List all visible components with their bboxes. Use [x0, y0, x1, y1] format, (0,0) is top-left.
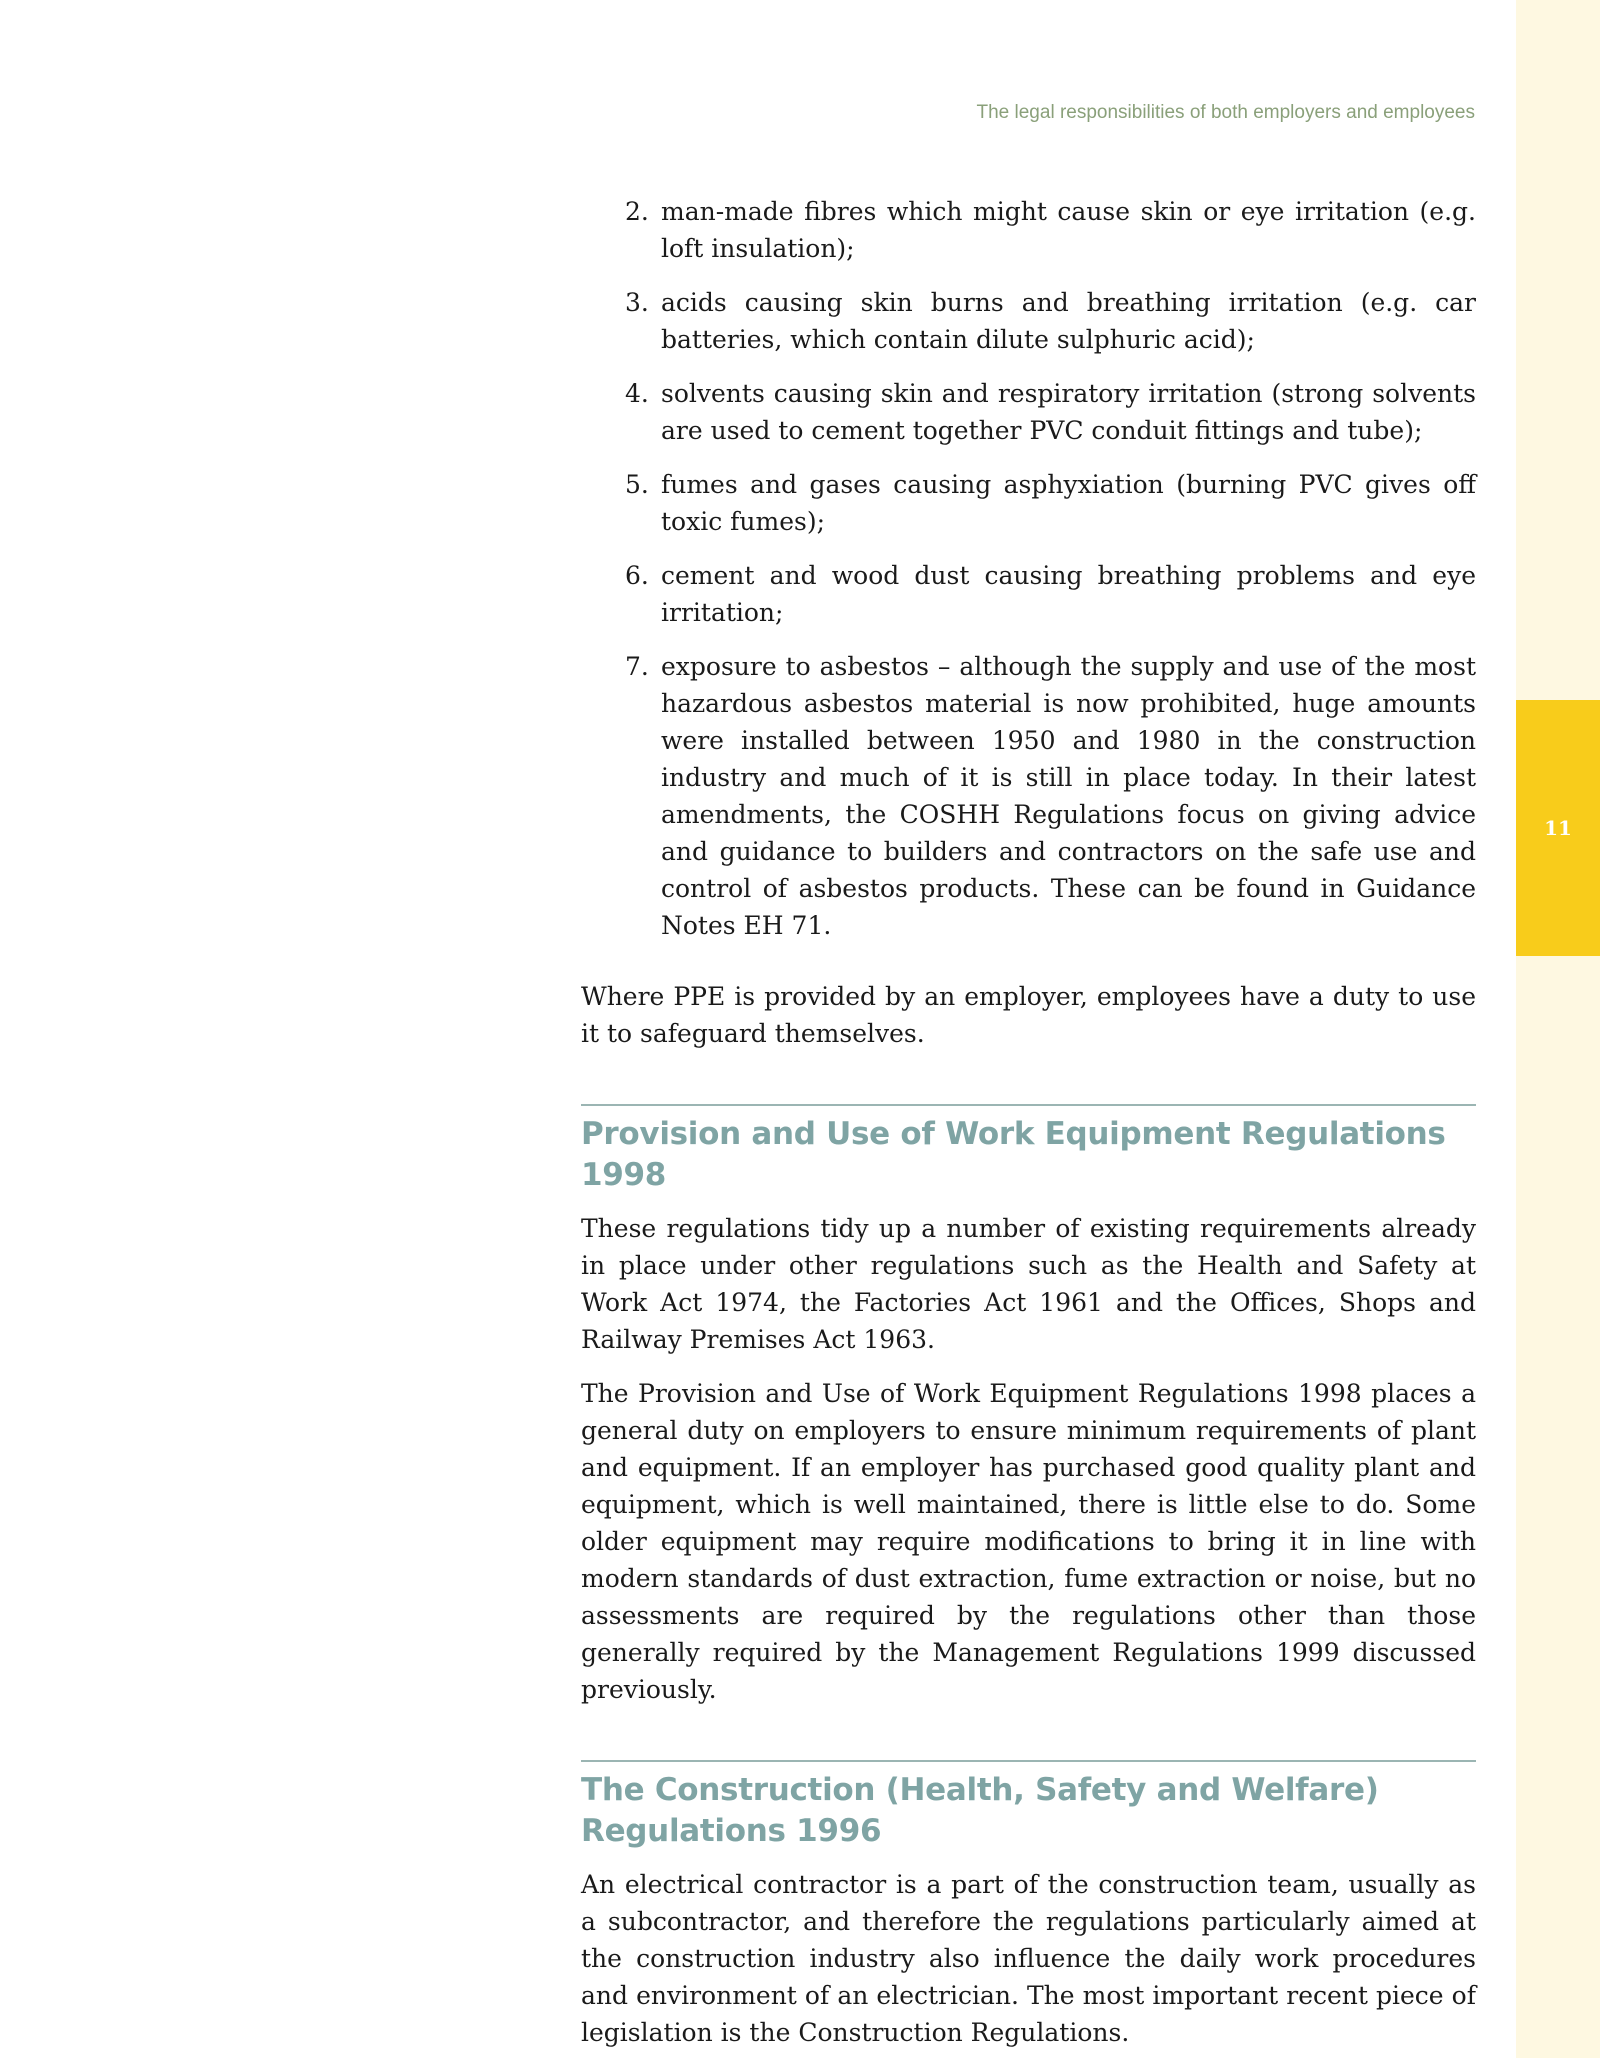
list-item: [581, 375, 1476, 449]
list-item: [581, 557, 1476, 631]
side-margin-strip: [1516, 0, 1600, 2058]
list-item-text: solvents causing skin and respiratory irritation (strong solvents are used to cement together PVC conduit fittings and tube);: [661, 379, 1476, 445]
ppe-paragraph: Where PPE is provided by an employer, employees have a duty to use it to safeguard themselves.: [581, 982, 1476, 1048]
body-paragraph: An electrical contractor is a part of the construction team, usually as a subcontractor, and therefore the regulations particularly aimed at the construction industry also influence the daily work procedures and environment of an electrician. The most important recent piece of legislation is the Construction Regulations.: [581, 1870, 1476, 2047]
list-item: [581, 193, 1476, 267]
list-item: [581, 648, 1476, 944]
hazard-list: [581, 193, 1476, 944]
list-item-number: 7.: [625, 652, 649, 681]
list-item-text: man-made fibres which might cause skin or eye irritation (e.g. loft insulation);: [661, 197, 1476, 263]
list-item-text: exposure to asbestos – although the supply and use of the most hazardous asbestos material is now prohibited, huge amounts were installed between 1950 and 1980 in the construction industry and much of it is still in place today. In their latest amendments, the COSHH Regulations focus on giving advice and guidance to builders and contractors on the safe use and control of asbestos products. These can be found in Guidance Notes EH 71.: [661, 652, 1476, 940]
body-paragraph: The Provision and Use of Work Equipment Regulations 1998 places a general duty on employers to ensure minimum requirements of plant and equipment. If an employer has purchased good quality plant and equipment, which is well maintained, there is little else to do. Some older equipment may require modifications to bring it in line with modern standards of dust extraction, fume extraction or noise, but no assessments are required by the regulations other than those generally required by the Management Regulations 1999 discussed previously.: [581, 1379, 1476, 1704]
section-heading-puwer: Provision and Use of Work Equipment Regulations 1998: [581, 1116, 1446, 1193]
list-item-number: 4.: [625, 379, 649, 408]
list-item-number: 2.: [625, 197, 649, 226]
chapter-tab: [1516, 700, 1600, 956]
list-item-text: acids causing skin burns and breathing irritation (e.g. car batteries, which contain dilute sulphuric acid);: [661, 288, 1476, 354]
body-paragraph: These regulations tidy up a number of existing requirements already in place under other regulations such as the Health and Safety at Work Act 1974, the Factories Act 1961 and the Offices, Shops and Railway Premises Act 1963.: [581, 1214, 1476, 1354]
section-divider: [581, 1760, 1476, 1762]
list-item-number: 6.: [625, 561, 649, 590]
list-item-text: fumes and gases causing asphyxiation (burning PVC gives off toxic fumes);: [661, 470, 1476, 536]
chapter-number: 11: [1544, 816, 1572, 840]
list-item-number: 3.: [625, 288, 649, 317]
list-item: [581, 466, 1476, 540]
page-content: [581, 193, 1476, 2068]
section-heading-construction: The Construction (Health, Safety and Welfare) Regulations 1996: [581, 1772, 1379, 1849]
running-header: The legal responsibilities of both employers and employees: [976, 102, 1475, 123]
list-item-text: cement and wood dust causing breathing problems and eye irritation;: [661, 561, 1476, 627]
list-item: [581, 284, 1476, 358]
section-divider: [581, 1104, 1476, 1106]
list-item-number: 5.: [625, 470, 649, 499]
